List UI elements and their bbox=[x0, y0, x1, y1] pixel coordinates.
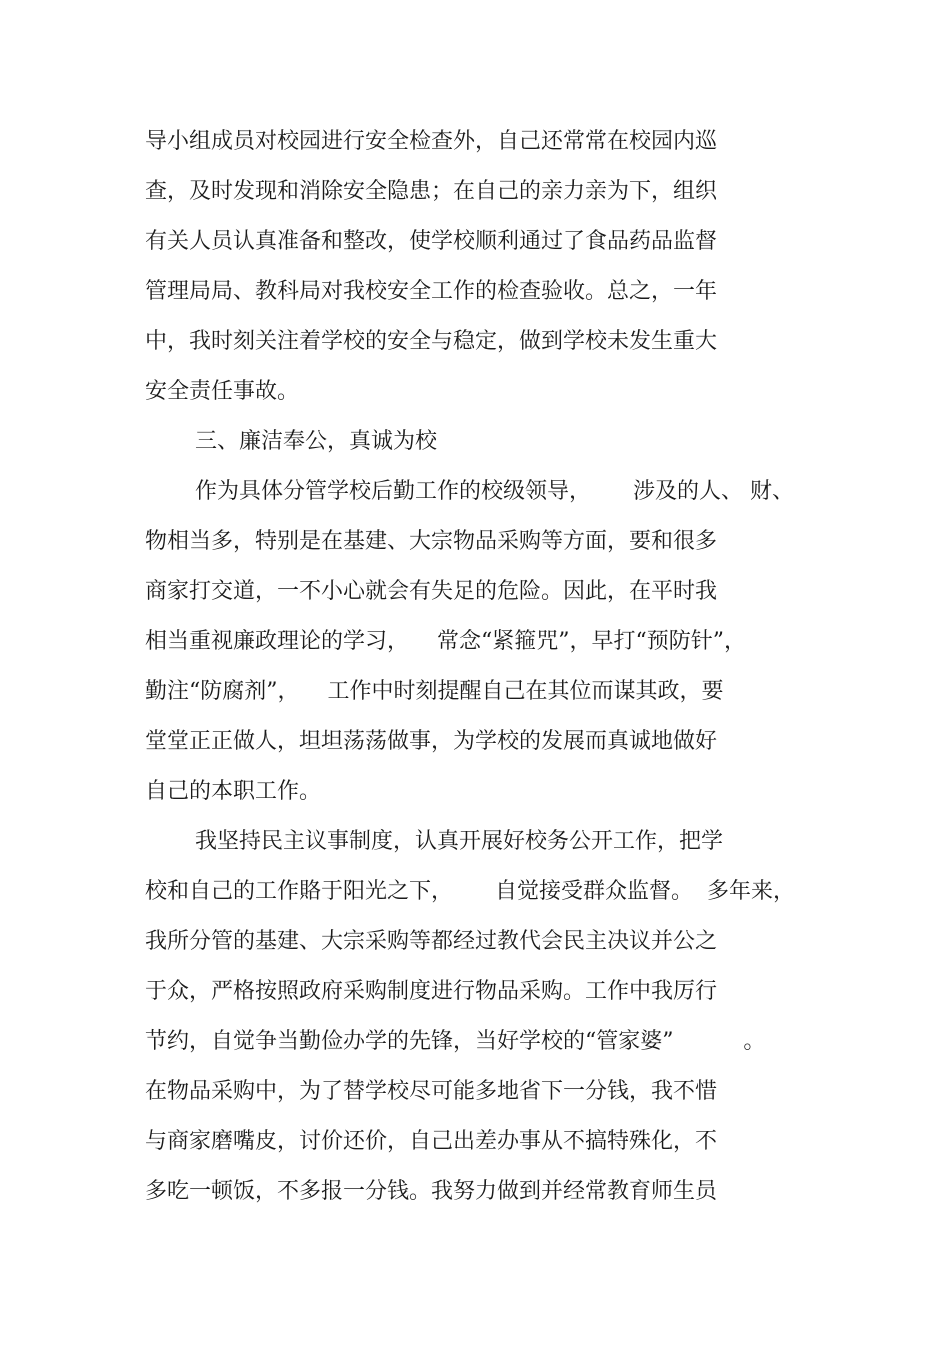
text-line: 物相当多，特别是在基建、大宗物品采购等方面，要和很多 bbox=[145, 529, 718, 554]
text-line: 勤注“防腐剂”， 工作中时刻提醒自己在其位而谋其政，要 bbox=[145, 679, 724, 704]
text-line: 多吃一顿饭，不多报一分钱。我努力做到并经常教育师生员 bbox=[145, 1179, 718, 1204]
text-line: 导小组成员对校园进行安全检查外，自己还常常在校园内巡 bbox=[145, 129, 718, 154]
text-line: 查，及时发现和消除安全隐患；在自己的亲力亲为下，组织 bbox=[145, 179, 718, 204]
text-line: 校和自己的工作賂于阳光之下， 自觉接受群众监督。 多年来， bbox=[145, 879, 795, 904]
text-line: 在物品采购中，为了替学校尽可能多地省下一分钱，我不惜 bbox=[145, 1079, 718, 1104]
section-heading: 三、廉洁奉公，真诚为校 bbox=[195, 429, 438, 454]
text-line: 节约，自觉争当勤俭办学的先锋，当好学校的“管家婆” 。 bbox=[145, 1029, 766, 1054]
text-line: 管理局局、教科局对我校安全工作的检查验收。总之，一年 bbox=[145, 279, 718, 304]
text-line: 有关人员认真准备和整改，使学校顺利通过了食品药品监督 bbox=[145, 229, 718, 254]
text-line: 与商家磨嘴皮，讨价还价，自己出差办事从不搞特殊化，不 bbox=[145, 1129, 718, 1154]
text-line: 我坚持民主议事制度，认真开展好校务公开工作，把学 bbox=[195, 829, 724, 854]
text-line: 相当重视廉政理论的学习， 常念“紧箍咒”，早打“预防针”， bbox=[145, 629, 746, 654]
text-line: 中，我时刻关注着学校的安全与稳定，做到学校未发生重大 bbox=[145, 329, 718, 354]
text-line: 商家打交道，一不小心就会有失足的危险。因此，在平时我 bbox=[145, 579, 718, 604]
text-line: 作为具体分管学校后勤工作的校级领导， 涉及的人、 财、 bbox=[195, 479, 794, 504]
text-line: 我所分管的基建、大宗采购等都经过教代会民主决议并公之 bbox=[145, 929, 718, 954]
text-line: 自己的本职工作。 bbox=[145, 779, 322, 804]
text-line: 堂堂正正做人，坦坦荡荡做事，为学校的发展而真诚地做好 bbox=[145, 729, 718, 754]
text-line: 于众，严格按照政府采购制度进行物品采购。工作中我厉行 bbox=[145, 979, 718, 1004]
text-line: 安全责任事故。 bbox=[145, 379, 300, 404]
